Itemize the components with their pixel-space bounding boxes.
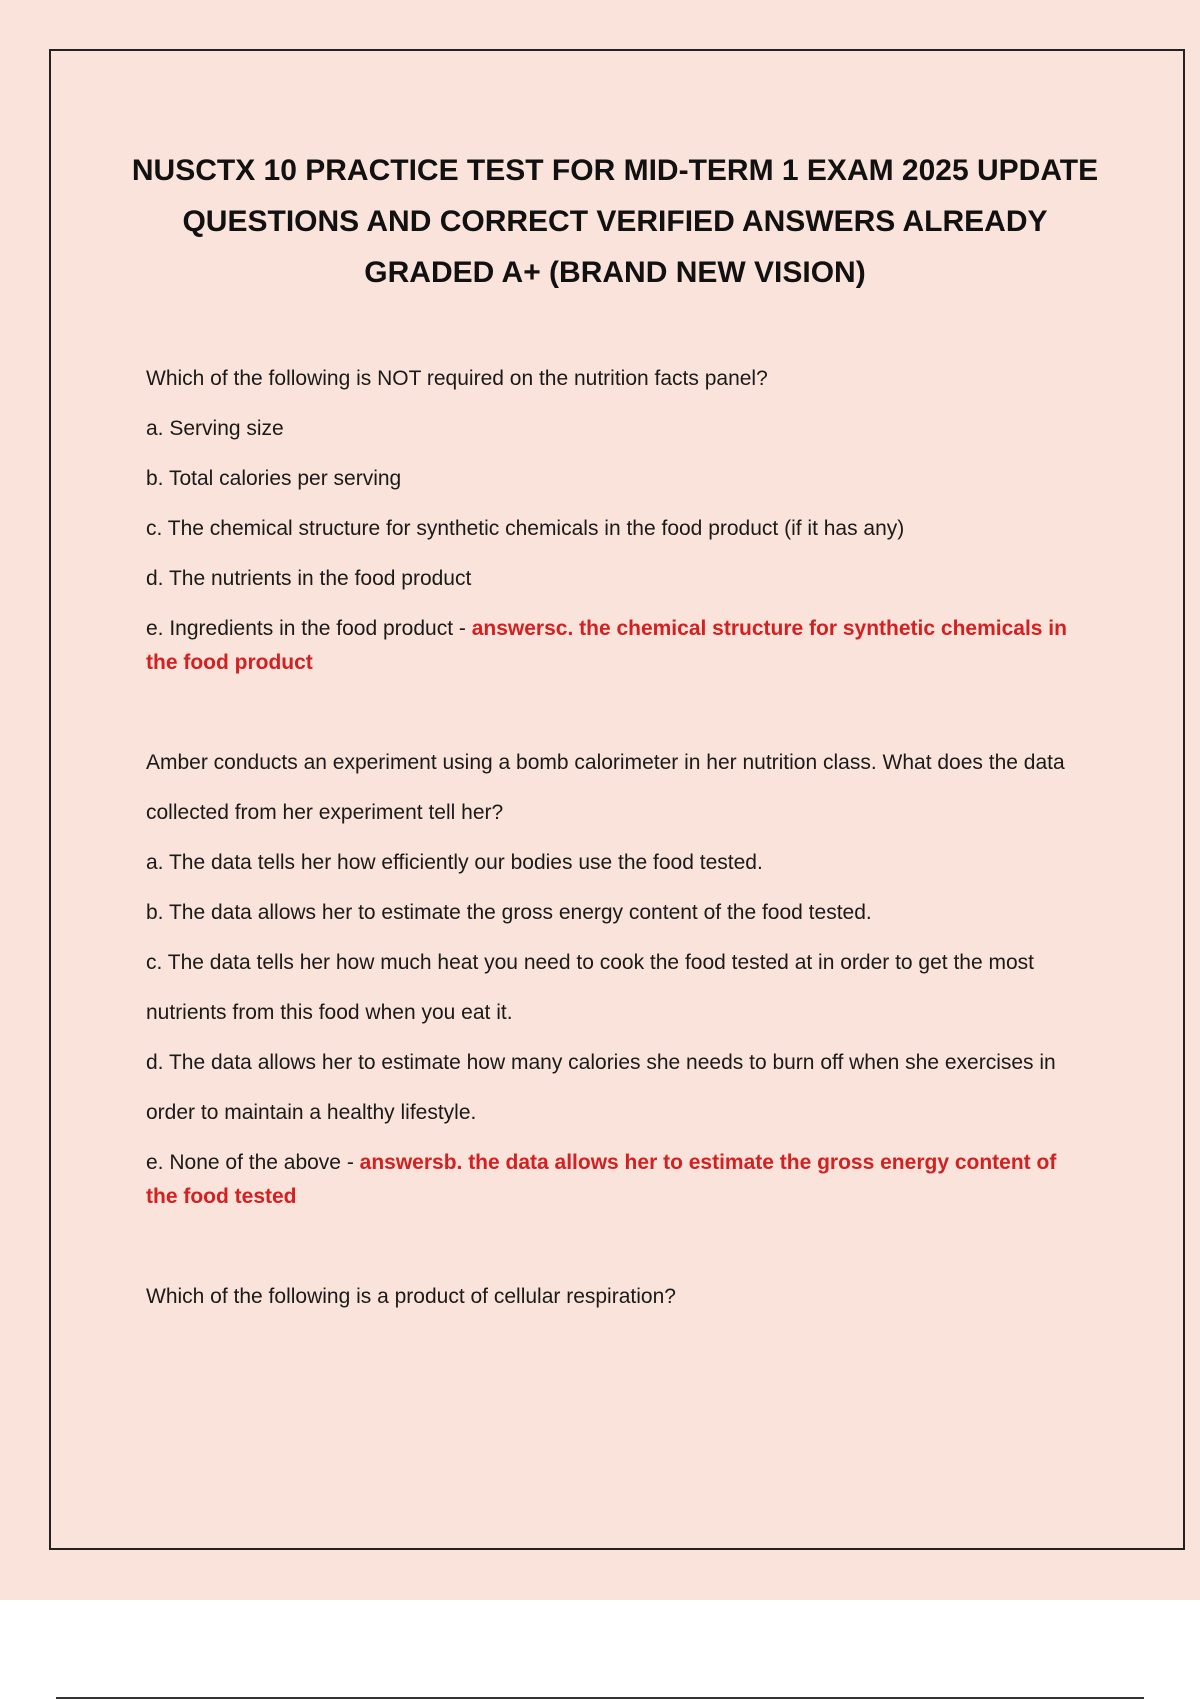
q1-option-c: c. The chemical structure for synthetic chemicals in the food product (if it has any): [146, 517, 905, 540]
q2-option-b: b. The data allows her to estimate the gross energy content of the food tested.: [146, 901, 872, 924]
q2-option-c-cont: nutrients from this food when you eat it.: [146, 1001, 513, 1024]
question-1: Which of the following is NOT required on the nutrition facts panel?: [146, 367, 768, 390]
q2-option-a: a. The data tells her how efficiently our bodies use the food tested.: [146, 851, 763, 874]
q2-option-d: d. The data allows her to estimate how many calories she needs to burn off when she exercises in: [146, 1051, 1056, 1074]
q2-option-e-text: e. None of the above -: [146, 1151, 360, 1174]
question-3: Which of the following is a product of cellular respiration?: [146, 1285, 676, 1308]
document-body: [146, 362, 1086, 1330]
q1-option-a: a. Serving size: [146, 417, 284, 440]
q1-option-b: b. Total calories per serving: [146, 467, 402, 490]
q2-option-d-cont: order to maintain a healthy lifestyle.: [146, 1101, 477, 1124]
spacer: [146, 696, 1086, 746]
spacer: [146, 1230, 1086, 1280]
question-2-cont: collected from her experiment tell her?: [146, 801, 504, 824]
q1-answer: answersc. the chemical structure for synthetic chemicals in the food product: [146, 617, 1067, 674]
q2-option-c: c. The data tells her how much heat you need to cook the food tested at in order to get the most: [146, 951, 1034, 974]
q2-option-e: [146, 1146, 1086, 1214]
question-2: Amber conducts an experiment using a bomb calorimeter in her nutrition class. What does the data: [146, 751, 1065, 774]
q2-answer: answersb. the data allows her to estimate the gross energy content of the food tested: [146, 1151, 1057, 1208]
document-title: NUSCTX 10 PRACTICE TEST FOR MID-TERM 1 EXAM 2025 UPDATE QUESTIONS AND CORRECT VERIFIED ANSWERS ALREADY GRADED A+ (BRAND NEW VISION): [131, 154, 1099, 289]
q1-option-d: d. The nutrients in the food product: [146, 567, 472, 590]
q1-option-e-text: e. Ingredients in the food product -: [146, 617, 472, 640]
footer-rule: [56, 1697, 1144, 1699]
q1-option-e: [146, 612, 1086, 680]
